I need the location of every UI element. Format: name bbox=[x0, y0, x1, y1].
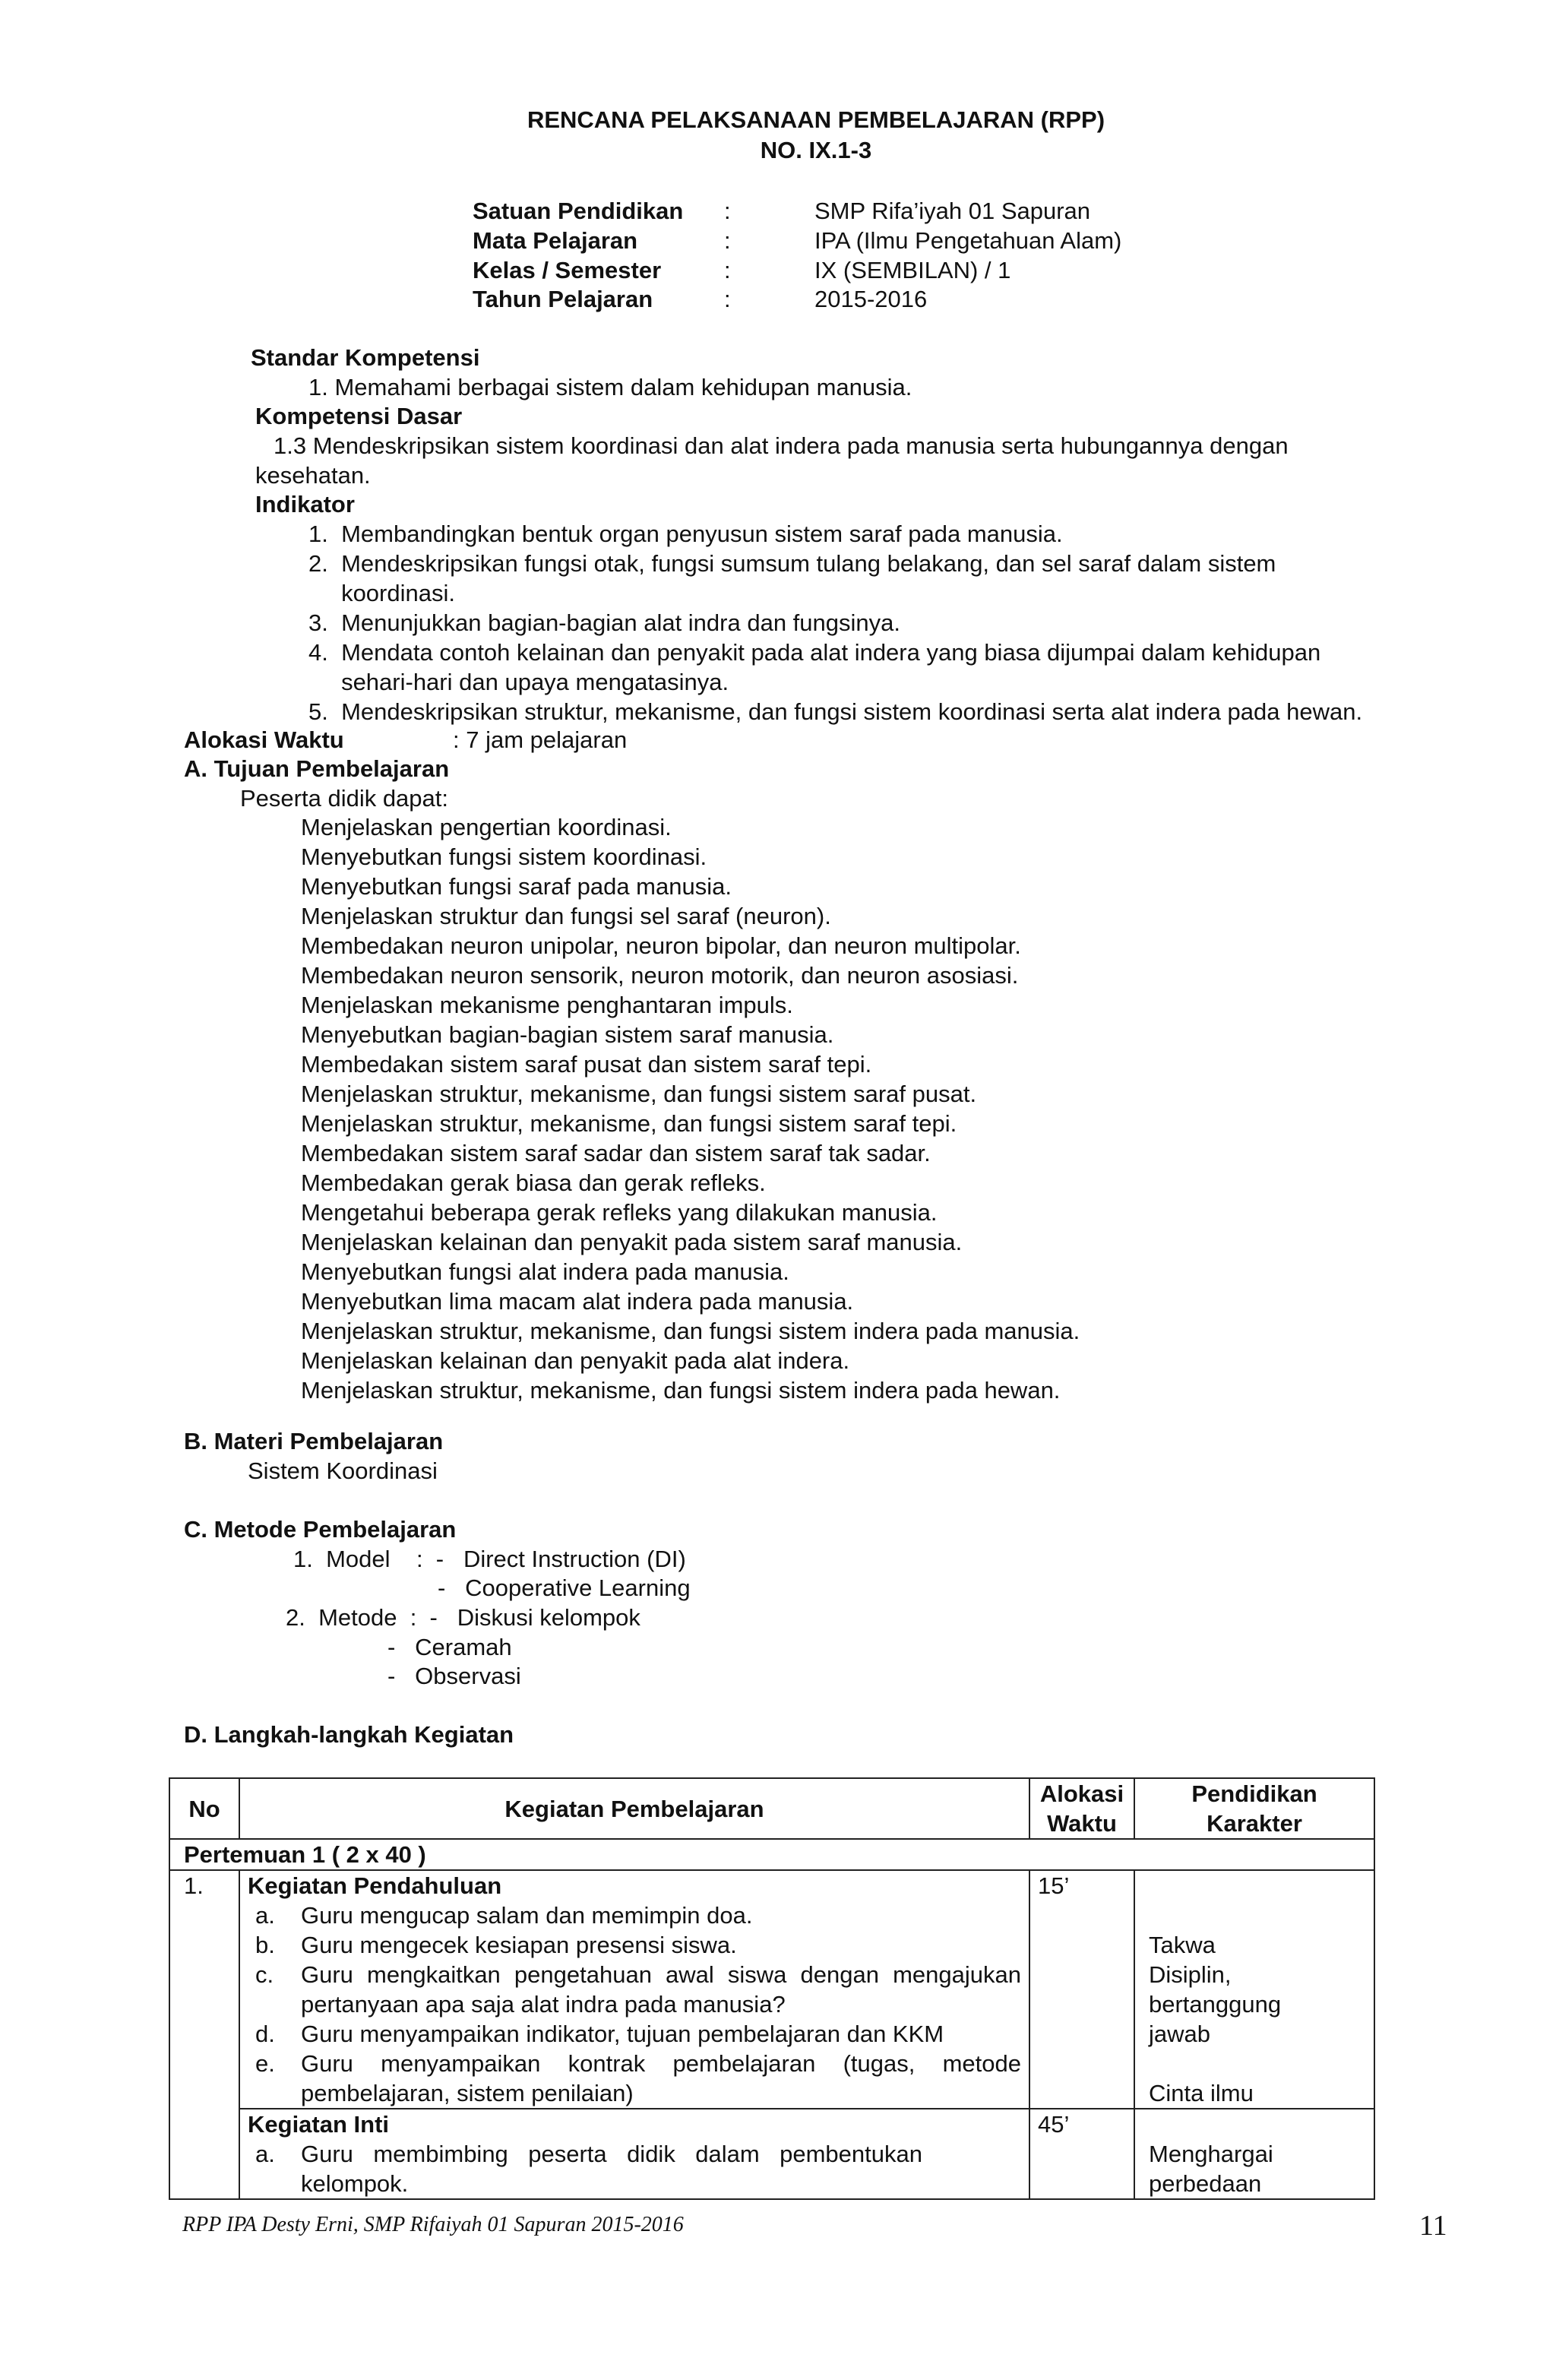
info-colon: : bbox=[724, 257, 731, 283]
alokasi-value: : 7 jam pelajaran bbox=[453, 726, 628, 753]
tujuan-item: Menjelaskan pengertian koordinasi. bbox=[301, 814, 672, 840]
table-row bbox=[169, 2109, 1374, 2199]
karakter-item: perbedaan bbox=[1149, 2170, 1262, 2197]
header-karakter-line2: Karakter bbox=[1207, 1810, 1302, 1837]
activity-item bbox=[248, 1930, 1021, 1960]
activity-label: e. bbox=[255, 2050, 275, 2077]
pertemuan-row bbox=[169, 1839, 1374, 1870]
tujuan-item: Menjelaskan mekanisme penghantaran impuls. bbox=[301, 992, 793, 1018]
row-no: 1. bbox=[169, 1870, 239, 2199]
activity-text: Guru menyampaikan kontrak pembelajaran (tugas, metode pembelajaran, sistem penilaian) bbox=[301, 2050, 1021, 2106]
activity-label: b. bbox=[255, 1932, 275, 1958]
karakter-item: Disiplin, bbox=[1149, 1961, 1232, 1988]
kd-heading: Kompetensi Dasar bbox=[255, 403, 463, 429]
karakter-item: jawab bbox=[1149, 2021, 1210, 2047]
table-row bbox=[169, 1870, 1374, 2109]
metode-model: 1. Model : - Direct Instruction (DI) bbox=[293, 1546, 686, 1572]
activity-label: a. bbox=[255, 1902, 275, 1929]
info-label: Mata Pelajaran bbox=[473, 227, 638, 254]
karakter-item: Cinta ilmu bbox=[1149, 2080, 1254, 2106]
metode-metode: 2. Metode : - Diskusi kelompok bbox=[286, 1604, 640, 1631]
tujuan-list bbox=[301, 812, 1080, 1405]
indikator-list bbox=[308, 519, 1362, 726]
header-karakter bbox=[1134, 1778, 1374, 1839]
tujuan-item: Menjelaskan struktur, mekanisme, dan fungsi sistem indera pada hewan. bbox=[301, 1377, 1061, 1404]
document-title: RENCANA PELAKSANAAN PEMBELAJARAN (RPP) bbox=[527, 106, 1105, 133]
materi-value: Sistem Koordinasi bbox=[248, 1457, 438, 1484]
indikator-item: 2. Mendeskripsikan fungsi otak, fungsi sumsum tulang belakang, dan sel saraf dalam sistem bbox=[308, 550, 1276, 577]
tujuan-item: Membedakan sistem saraf pusat dan sistem saraf tepi. bbox=[301, 1051, 872, 1078]
inti-time: 45’ bbox=[1029, 2109, 1134, 2199]
info-value: IPA (Ilmu Pengetahuan Alam) bbox=[814, 227, 1122, 254]
indikator-item: sehari-hari dan upaya mengatasinya. bbox=[308, 669, 729, 695]
info-label: Tahun Pelajaran bbox=[473, 286, 653, 312]
tujuan-item: Menyebutkan fungsi sistem koordinasi. bbox=[301, 843, 707, 870]
info-label: Kelas / Semester bbox=[473, 257, 662, 283]
activity-label: a. bbox=[255, 2141, 275, 2167]
indikator-heading: Indikator bbox=[255, 491, 355, 517]
page-number: 11 bbox=[1419, 2210, 1447, 2242]
indikator-item: 3. Menunjukkan bagian-bagian alat indra dan fungsinya. bbox=[308, 609, 900, 636]
tujuan-heading: A. Tujuan Pembelajaran bbox=[184, 755, 450, 782]
kd-line: 1.3 Mendeskripsikan sistem koordinasi dan alat indera pada manusia serta hubungannya dengan bbox=[274, 432, 1289, 459]
tujuan-item: Menjelaskan struktur, mekanisme, dan fungsi sistem saraf tepi. bbox=[301, 1110, 957, 1137]
materi-heading: B. Materi Pembelajaran bbox=[184, 1428, 444, 1454]
metode-model-item: - Cooperative Learning bbox=[438, 1575, 691, 1601]
tujuan-item: Menyebutkan bagian-bagian sistem saraf manusia. bbox=[301, 1021, 834, 1048]
activity-text: Guru mengecek kesiapan presensi siswa. bbox=[301, 1932, 737, 1958]
header-alokasi-line1: Alokasi bbox=[1039, 1780, 1124, 1807]
kd-line: kesehatan. bbox=[255, 462, 371, 489]
pendahuluan-cell bbox=[239, 1870, 1029, 2109]
tujuan-item: Menjelaskan struktur, mekanisme, dan fungsi sistem indera pada manusia. bbox=[301, 1318, 1080, 1344]
sk-heading: Standar Kompetensi bbox=[251, 344, 480, 371]
tujuan-item: Menjelaskan kelainan dan penyakit pada alat indera. bbox=[301, 1347, 850, 1374]
inti-cell bbox=[239, 2109, 1029, 2199]
metode-heading: C. Metode Pembelajaran bbox=[184, 1516, 457, 1543]
pendahuluan-time: 15’ bbox=[1029, 1870, 1134, 2109]
activity-item bbox=[248, 1901, 1021, 1930]
activity-item bbox=[248, 1960, 1021, 2019]
info-colon: : bbox=[724, 198, 731, 224]
tujuan-item: Membedakan neuron unipolar, neuron bipolar, dan neuron multipolar. bbox=[301, 932, 1021, 959]
indikator-item: 5. Mendeskripsikan struktur, mekanisme, dan fungsi sistem koordinasi serta alat indera pada hewan. bbox=[308, 698, 1363, 725]
activity-item bbox=[248, 2019, 1021, 2049]
activity-text: Guru mengucap salam dan memimpin doa. bbox=[301, 1902, 753, 1929]
tujuan-item: Menjelaskan struktur dan fungsi sel saraf (neuron). bbox=[301, 903, 831, 929]
info-value: SMP Rifa’iyah 01 Sapuran bbox=[814, 198, 1091, 224]
header-alokasi-line2: Waktu bbox=[1047, 1810, 1117, 1837]
activity-text: Guru menyampaikan indikator, tujuan pembelajaran dan KKM bbox=[301, 2021, 944, 2047]
table-header-row bbox=[169, 1778, 1374, 1839]
info-value: 2015-2016 bbox=[814, 286, 928, 312]
activity-label: c. bbox=[255, 1961, 274, 1988]
footer-text: RPP IPA Desty Erni, SMP Rifaiyah 01 Sapuran 2015-2016 bbox=[182, 2213, 684, 2236]
header-alokasi bbox=[1029, 1778, 1134, 1839]
tujuan-item: Menjelaskan kelainan dan penyakit pada sistem saraf manusia. bbox=[301, 1229, 963, 1255]
pendahuluan-karakter bbox=[1134, 1870, 1374, 2109]
indikator-item: 4. Mendata contoh kelainan dan penyakit pada alat indera yang biasa dijumpai dalam kehidupan bbox=[308, 639, 1321, 666]
indikator-item: 1. Membandingkan bentuk organ penyusun sistem saraf pada manusia. bbox=[308, 521, 1063, 547]
karakter-item: Takwa bbox=[1149, 1932, 1216, 1958]
pertemuan-label: Pertemuan 1 ( 2 x 40 ) bbox=[169, 1839, 1374, 1870]
tujuan-item: Menyebutkan lima macam alat indera pada manusia. bbox=[301, 1288, 854, 1315]
kegiatan-table bbox=[169, 1777, 1375, 2200]
pendahuluan-title: Kegiatan Pendahuluan bbox=[248, 1872, 502, 1899]
langkah-heading: D. Langkah-langkah Kegiatan bbox=[184, 1721, 514, 1748]
tujuan-item: Menyebutkan fungsi alat indera pada manusia. bbox=[301, 1258, 789, 1285]
tujuan-item: Membedakan neuron sensorik, neuron motorik, dan neuron asosiasi. bbox=[301, 962, 1019, 989]
activity-item bbox=[248, 2049, 1021, 2108]
inti-karakter bbox=[1134, 2109, 1374, 2199]
activity-text: Guru mengkaitkan pengetahuan awal siswa dengan mengajukan pertanyaan apa saja alat indra pada manusia? bbox=[301, 1961, 1021, 2018]
metode-metode-item: - Observasi bbox=[387, 1663, 521, 1689]
header-karakter-line1: Pendidikan bbox=[1191, 1780, 1317, 1807]
document-number: NO. IX.1-3 bbox=[760, 137, 872, 163]
info-value: IX (SEMBILAN) / 1 bbox=[814, 257, 1011, 283]
sk-item: 1. Memahami berbagai sistem dalam kehidupan manusia. bbox=[308, 374, 912, 400]
info-colon: : bbox=[724, 286, 731, 312]
karakter-item: Menghargai bbox=[1149, 2141, 1273, 2167]
tujuan-item: Membedakan sistem saraf sadar dan sistem saraf tak sadar. bbox=[301, 1140, 931, 1166]
tujuan-item: Mengetahui beberapa gerak refleks yang dilakukan manusia. bbox=[301, 1199, 938, 1226]
inti-title: Kegiatan Inti bbox=[248, 2111, 390, 2138]
tujuan-intro: Peserta didik dapat: bbox=[240, 785, 449, 812]
info-colon: : bbox=[724, 227, 731, 254]
tujuan-item: Menyebutkan fungsi saraf pada manusia. bbox=[301, 873, 732, 900]
activity-item bbox=[248, 2139, 1021, 2198]
header-kegiatan: Kegiatan Pembelajaran bbox=[239, 1778, 1029, 1839]
info-label: Satuan Pendidikan bbox=[473, 198, 684, 224]
activity-text: Guru membimbing peserta didik dalam pembentukan kelompok. bbox=[301, 2141, 922, 2197]
karakter-item: bertanggung bbox=[1149, 1991, 1282, 2018]
indikator-item: koordinasi. bbox=[308, 580, 455, 606]
activity-label: d. bbox=[255, 2021, 275, 2047]
tujuan-item: Membedakan gerak biasa dan gerak refleks. bbox=[301, 1169, 766, 1196]
alokasi-label: Alokasi Waktu bbox=[184, 726, 344, 753]
header-no: No bbox=[169, 1778, 239, 1839]
tujuan-item: Menjelaskan struktur, mekanisme, dan fungsi sistem saraf pusat. bbox=[301, 1081, 977, 1107]
metode-metode-item: - Ceramah bbox=[387, 1634, 512, 1660]
